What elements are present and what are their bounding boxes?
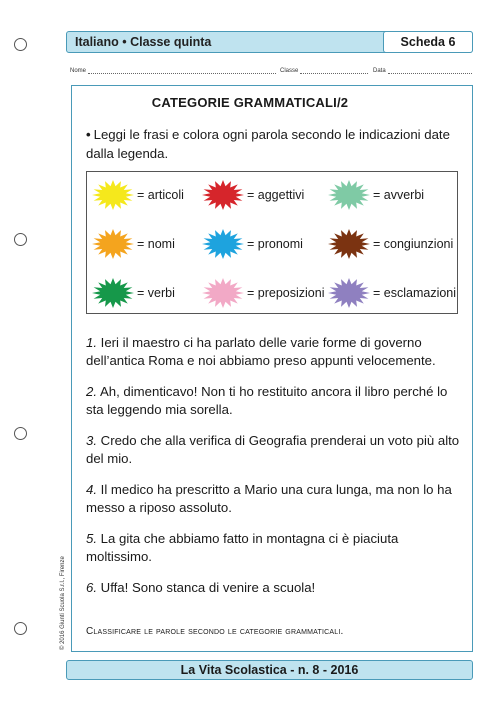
instruction-bullet: • bbox=[86, 127, 91, 142]
binder-hole-upper-middle bbox=[14, 233, 27, 246]
legend-swatch-articoli-icon bbox=[91, 179, 135, 211]
instruction-text: Leggi le frasi e colora ogni parola secondo le indicazioni date dalla legenda. bbox=[86, 127, 450, 161]
sentence-item bbox=[86, 432, 460, 468]
sentence-number: 2. bbox=[86, 384, 97, 399]
subject-class-title: Italiano • Classe quinta bbox=[75, 35, 212, 49]
legend-item-congiunzioni bbox=[327, 228, 453, 260]
worksheet-number-label: Scheda 6 bbox=[400, 35, 456, 49]
class-field-line bbox=[300, 68, 368, 74]
class-field-label: Classe bbox=[280, 68, 299, 74]
legend-label-aggettivi: = aggettivi bbox=[247, 188, 305, 202]
sentence-number: 3. bbox=[86, 433, 97, 448]
binder-hole-top bbox=[14, 38, 27, 51]
legend-label-pronomi: = pronomi bbox=[247, 237, 303, 251]
sentence-item bbox=[86, 481, 460, 517]
sentence-item bbox=[86, 334, 460, 370]
legend-swatch-verbi-icon bbox=[91, 277, 135, 309]
sentence-text: Il medico ha prescritto a Mario una cura lunga, ma non lo ha messo a riposo assoluto. bbox=[86, 482, 452, 515]
sentence-text: Ieri il maestro ci ha parlato delle varie forme di governo dell’antica Roma e noi abbiamo preso appunti velocemente. bbox=[86, 335, 436, 368]
legend-swatch-nomi-icon bbox=[91, 228, 135, 260]
legend-label-nomi: = nomi bbox=[137, 237, 175, 251]
legend-item-pronomi bbox=[201, 228, 303, 260]
legend-item-aggettivi bbox=[201, 179, 304, 211]
legend-label-articoli: = articoli bbox=[137, 188, 184, 202]
legend-item-verbi bbox=[91, 277, 175, 309]
student-info-fields bbox=[70, 68, 472, 78]
footer-bar bbox=[66, 660, 473, 680]
sentence-item bbox=[86, 579, 460, 597]
name-field[interactable] bbox=[70, 68, 276, 74]
binder-hole-bottom bbox=[14, 622, 27, 635]
sentence-number: 4. bbox=[86, 482, 97, 497]
legend-swatch-pronomi-icon bbox=[201, 228, 245, 260]
sentence-item bbox=[86, 383, 460, 419]
sentence-text: Credo che alla verifica di Geografia prenderai un voto più alto del mio. bbox=[86, 433, 460, 466]
sentence-item bbox=[86, 530, 460, 566]
name-field-line bbox=[88, 68, 276, 74]
worksheet-number-tab bbox=[383, 31, 473, 53]
legend-label-esclamazioni: = esclamazioni bbox=[373, 286, 457, 300]
sentence-list bbox=[86, 334, 460, 610]
date-field[interactable] bbox=[373, 68, 472, 74]
legend-item-esclamazioni bbox=[327, 277, 456, 309]
sentence-number: 1. bbox=[86, 335, 97, 350]
sentence-number: 6. bbox=[86, 580, 97, 595]
instructions bbox=[86, 125, 458, 163]
class-field[interactable] bbox=[280, 68, 368, 74]
name-field-label: Nome bbox=[70, 68, 87, 74]
date-field-line bbox=[388, 68, 472, 74]
color-legend bbox=[86, 171, 458, 314]
sentence-text: Uffa! Sono stanca di venire a scuola! bbox=[100, 580, 316, 595]
header-bar bbox=[66, 31, 473, 53]
legend-label-verbi: = verbi bbox=[137, 286, 175, 300]
legend-label-congiunzioni: = congiunzioni bbox=[373, 237, 454, 251]
legend-item-preposizioni bbox=[201, 277, 324, 309]
legend-swatch-avverbi-icon bbox=[327, 179, 371, 211]
legend-label-avverbi: = avverbi bbox=[373, 188, 425, 202]
classification-task: Classificare le parole secondo le categorie grammaticali. bbox=[86, 626, 344, 637]
copyright-notice: © 2016 Giunti Scuola S.r.l., Firenze bbox=[60, 556, 66, 650]
legend-item-nomi bbox=[91, 228, 175, 260]
legend-item-articoli bbox=[91, 179, 184, 211]
legend-label-preposizioni: = preposizioni bbox=[247, 286, 325, 300]
publication-issue: La Vita Scolastica - n. 8 - 2016 bbox=[180, 663, 359, 677]
legend-item-avverbi bbox=[327, 179, 424, 211]
binder-hole-lower-middle bbox=[14, 427, 27, 440]
date-field-label: Data bbox=[373, 68, 386, 74]
sentence-text: Ah, dimenticavo! Non ti ho restituito ancora il libro perché lo sta leggendo mia sorella. bbox=[86, 384, 448, 417]
sentence-number: 5. bbox=[86, 531, 97, 546]
legend-swatch-preposizioni-icon bbox=[201, 277, 245, 309]
legend-swatch-congiunzioni-icon bbox=[327, 228, 371, 260]
legend-swatch-aggettivi-icon bbox=[201, 179, 245, 211]
worksheet-title: CATEGORIE GRAMMATICALI/2 bbox=[151, 95, 349, 110]
legend-swatch-esclamazioni-icon bbox=[327, 277, 371, 309]
sentence-text: La gita che abbiamo fatto in montagna ci è piaciuta moltissimo. bbox=[86, 531, 399, 564]
